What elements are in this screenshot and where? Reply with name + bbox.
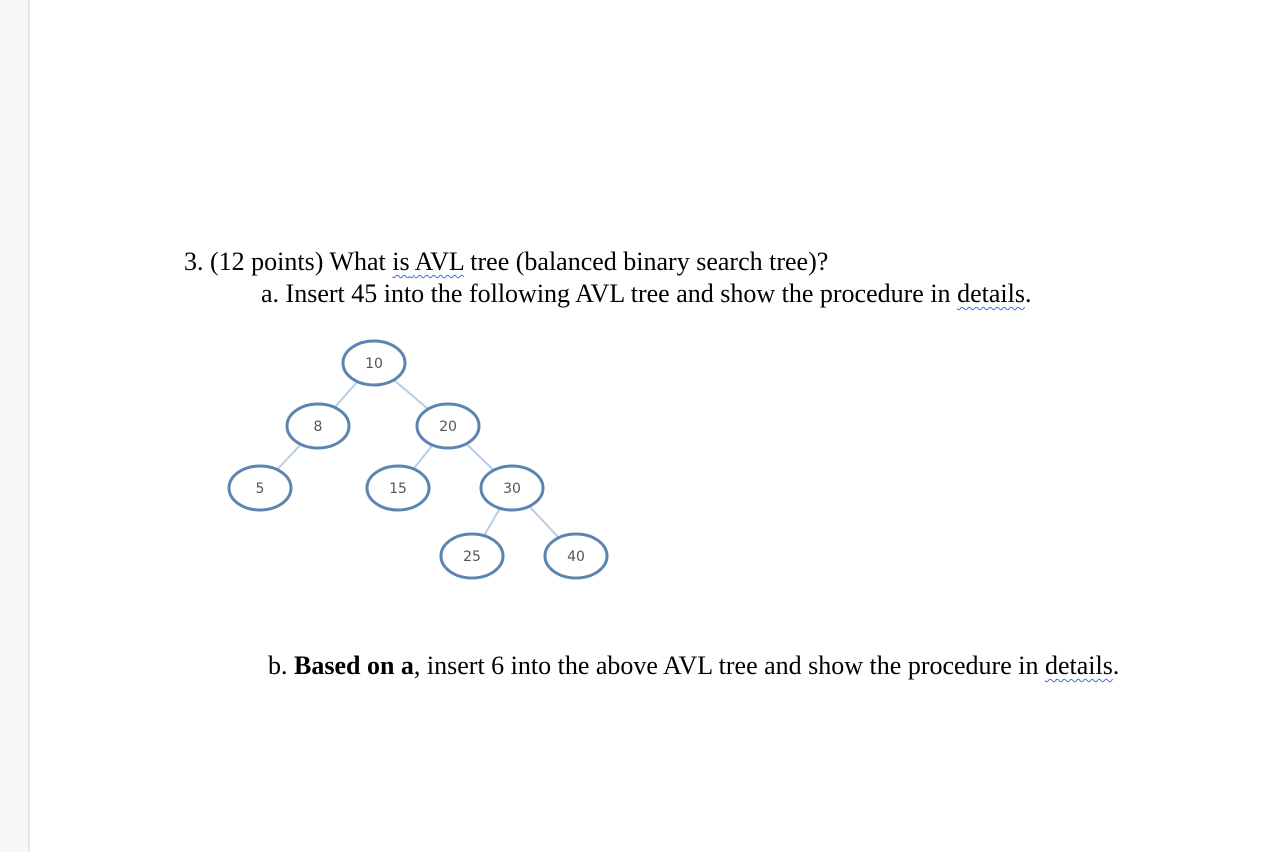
question-prompt-start: What <box>329 247 393 276</box>
tree-node-8 <box>287 404 349 448</box>
part-b-details: details <box>1044 651 1113 680</box>
tree-node-10 <box>343 341 405 385</box>
question-prompt-is-avl: is AVL <box>392 247 464 276</box>
question-points: (12 points) <box>210 247 324 276</box>
tree-node-20 <box>417 404 479 448</box>
tree-node-label: 20 <box>439 419 457 435</box>
tree-node-15 <box>367 466 429 510</box>
tree-node-label: 25 <box>463 549 481 565</box>
question-number: 3. <box>184 247 204 276</box>
tree-node-label: 30 <box>503 481 521 497</box>
part-a-text: a. Insert 45 into the following AVL tree and show the procedure in details. <box>261 279 1032 308</box>
avl-tree-diagram <box>220 330 620 592</box>
tree-node-40 <box>545 534 607 578</box>
tree-node-5 <box>229 466 291 510</box>
question-prompt-end: tree (balanced binary search tree)? <box>463 247 829 276</box>
tree-node-30 <box>481 466 543 510</box>
tree-node-label: 10 <box>365 356 383 372</box>
tree-node-label: 5 <box>255 481 265 497</box>
part-a-details: details <box>957 279 1025 308</box>
part-b-text: b. Based on a, insert 6 into the above AVL tree and show the procedure in details. <box>268 651 1120 680</box>
tree-node-label: 8 <box>313 419 323 435</box>
question-3-heading <box>184 247 828 277</box>
part-b-bold: Based on a <box>294 651 414 680</box>
left-gutter <box>0 0 30 852</box>
tree-node-25 <box>441 534 503 578</box>
tree-node-label: 40 <box>567 549 585 565</box>
tree-node-label: 15 <box>389 481 407 497</box>
tree-edges <box>260 363 576 556</box>
